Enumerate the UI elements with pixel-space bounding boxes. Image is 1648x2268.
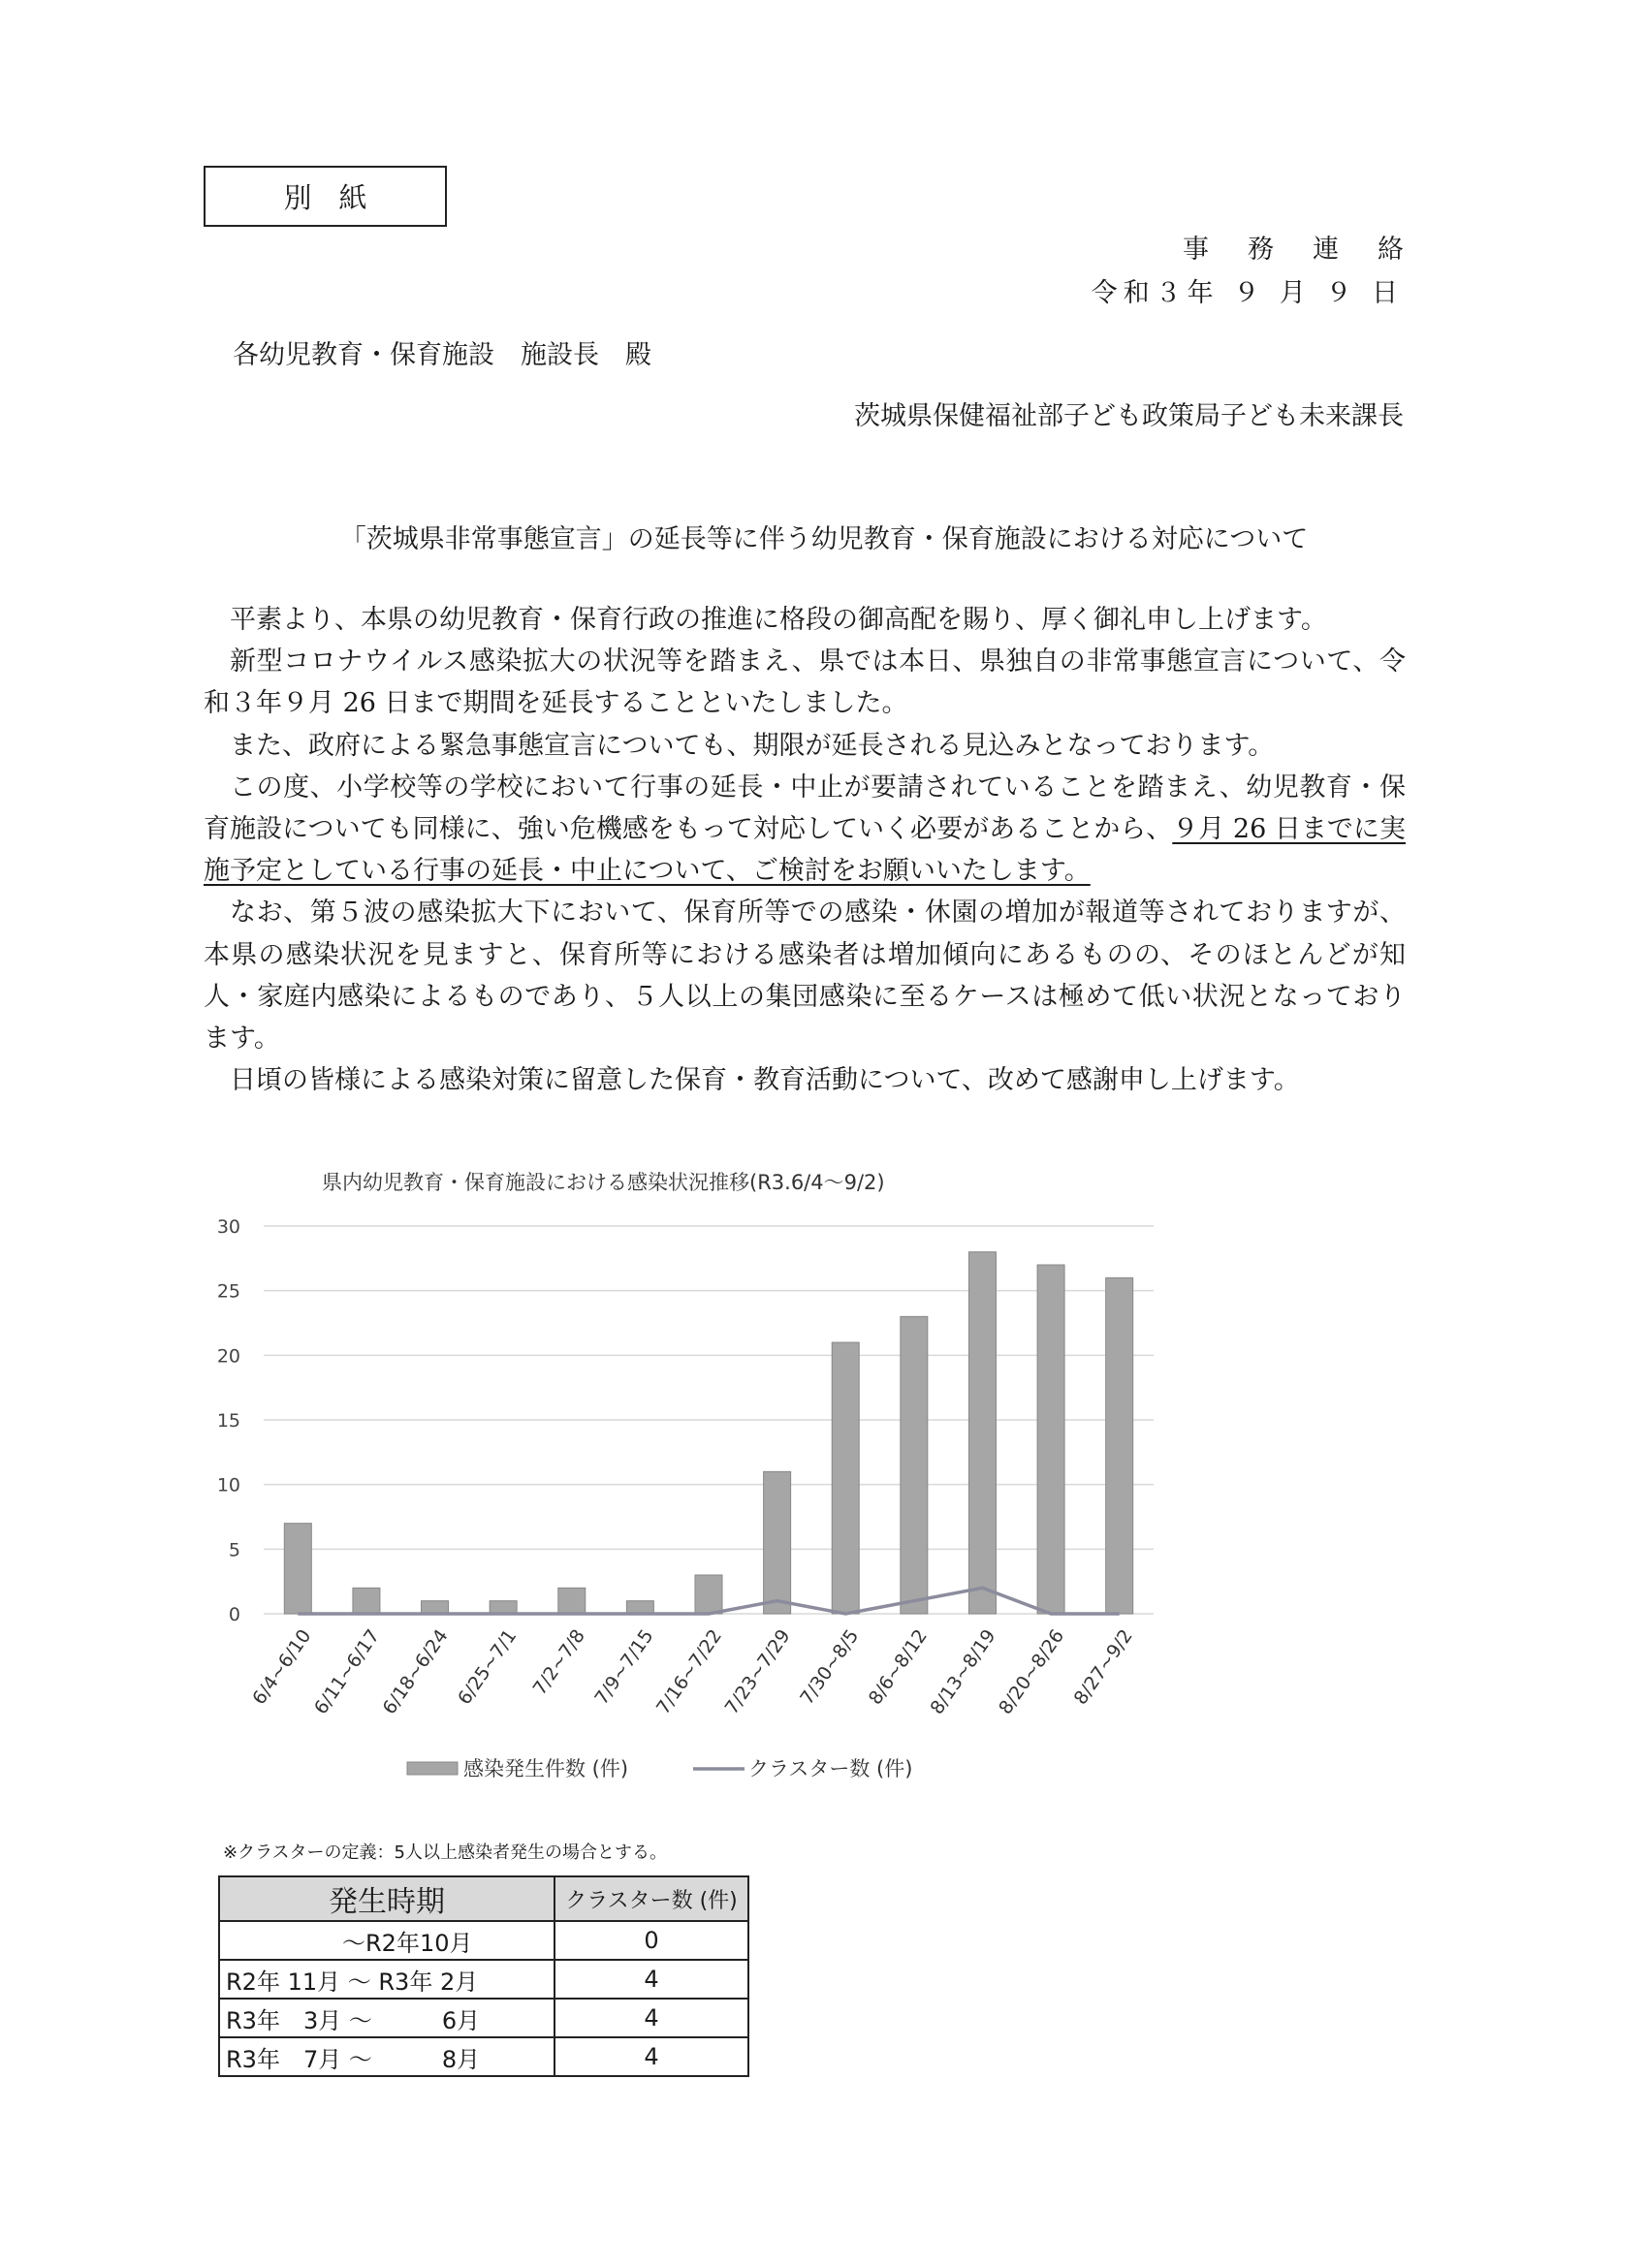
bar: [1106, 1277, 1133, 1614]
x-tick-label: 8/13~8/19: [926, 1625, 1000, 1718]
x-tick-label: 7/9~7/15: [590, 1625, 658, 1709]
period-cell: R3年 7月 ～ 8月: [219, 2037, 555, 2076]
x-tick-label: 8/6~8/12: [864, 1625, 932, 1709]
paragraph-2: 新型コロナウイルス感染拡大の状況等を踏まえ、県では本日、県独自の非常事態宣言について、令和３年９月 26 日まで期間を延長することといたしました。: [204, 646, 1406, 719]
cluster-table-header: [219, 1876, 748, 1921]
count-cell: 0: [555, 1921, 748, 1960]
count-cell: 4: [555, 2037, 748, 2076]
bar: [490, 1601, 517, 1614]
x-tick-label: 7/2~7/8: [528, 1625, 589, 1700]
body-text: [204, 599, 1406, 1101]
cluster-definition-note: ※クラスターの定義：5人以上感染者発生の場合とする。: [223, 1843, 667, 1863]
y-tick-label: 10: [216, 1474, 240, 1496]
period-cell: ～R2年10月: [219, 1921, 555, 1960]
infection-chart: [0, 1202, 1648, 1803]
legend-bar-label: 感染発生件数 (件): [463, 1757, 629, 1780]
bar: [1037, 1265, 1064, 1614]
x-tick-label: 7/23~7/29: [720, 1625, 795, 1718]
x-tick-label: 6/4~6/10: [248, 1625, 316, 1709]
cluster-table: [218, 1875, 749, 2077]
table-row: [219, 1921, 748, 1960]
bar: [422, 1601, 449, 1614]
paragraph-6: 日頃の皆様による感染対策に留意した保育・教育活動について、改めて感謝申し上げます。: [230, 1065, 1300, 1096]
paragraph-4: [204, 767, 1406, 893]
x-tick-label: 6/11~6/17: [309, 1625, 385, 1718]
bar: [832, 1342, 859, 1614]
document-type: 事務連絡: [1183, 235, 1442, 265]
addressee: 各幼児教育・保育施設 施設長 殿: [233, 340, 651, 370]
paragraph-1: 平素より、本県の幼児教育・保育行政の推進に格段の御高配を賜り、厚く御礼申し上げます。: [230, 605, 1327, 635]
bar: [968, 1252, 996, 1614]
paragraph-4-text: この度、小学校等の学校において行事の延長・中止が要請されていることを踏まえ、幼児教育・保育施設についても同様に、強い危機感をもって対応していく必要があることから、: [204, 772, 1406, 845]
sender: 茨城県保健福祉部子ども政策局子ども未来課長: [854, 401, 1404, 431]
bar: [901, 1316, 928, 1614]
document-date: 令和３年 ９ 月 ９ 日: [1091, 278, 1404, 308]
y-tick-label: 5: [228, 1539, 240, 1561]
period-cell: R2年 11月 ～ R3年 2月: [219, 1960, 555, 1999]
y-tick-label: 0: [228, 1604, 240, 1625]
header-count: クラスター数 (件): [555, 1876, 748, 1921]
bar: [284, 1524, 311, 1614]
x-tick-label: 8/27~9/2: [1069, 1625, 1137, 1709]
bar: [353, 1588, 380, 1614]
legend-line-label: クラスター数 (件): [748, 1757, 913, 1780]
x-tick-label: 6/18~6/24: [378, 1625, 453, 1718]
bar: [626, 1601, 653, 1614]
period-cell: R3年 3月 ～ 6月: [219, 1999, 555, 2037]
x-tick-label: 7/16~7/22: [651, 1625, 727, 1718]
document-title: 「茨城県非常事態宣言」の延長等に伴う幼児教育・保育施設における対応について: [339, 524, 1309, 554]
y-tick-label: 20: [216, 1345, 240, 1368]
legend-bar-swatch: [407, 1762, 458, 1775]
paragraph-3: また、政府による緊急事態宣言についても、期限が延長される見込みとなっております。: [230, 730, 1275, 761]
chart-title: 県内幼児教育・保育施設における感染状況推移(R3.6/4〜9/2): [322, 1171, 885, 1194]
bar: [695, 1575, 722, 1614]
count-cell: 4: [555, 1960, 748, 1999]
y-tick-label: 25: [216, 1280, 240, 1303]
count-cell: 4: [555, 1999, 748, 2037]
y-tick-label: 15: [216, 1410, 240, 1432]
paragraph-4-underlined: ９月 26 日までに実施予定としている行事の延長・中止について、ご検討をお願いいたします。: [204, 814, 1406, 887]
bar: [558, 1588, 586, 1614]
attachment-label: 別紙: [204, 166, 447, 227]
bar: [764, 1471, 791, 1614]
x-tick-label: 7/30~8/5: [796, 1625, 864, 1709]
x-tick-label: 6/25~7/1: [454, 1625, 522, 1709]
x-tick-label: 8/20~8/26: [995, 1625, 1069, 1718]
table-row: [219, 2037, 748, 2076]
paragraph-5: なお、第５波の感染拡大下において、保育所等での感染・休園の増加が報道等されておりますが、本県の感染状況を見ますと、保育所等における感染者は増加傾向にあるものの、そのほとんどが知人・家庭内感染によるものであり、５人以上の集団感染に至るケースは極めて低い状況となっております。: [204, 898, 1406, 1055]
table-row: [219, 1960, 748, 1999]
table-row: [219, 1999, 748, 2037]
header-period: 発生時期: [219, 1876, 555, 1921]
y-tick-label: 30: [216, 1216, 240, 1238]
